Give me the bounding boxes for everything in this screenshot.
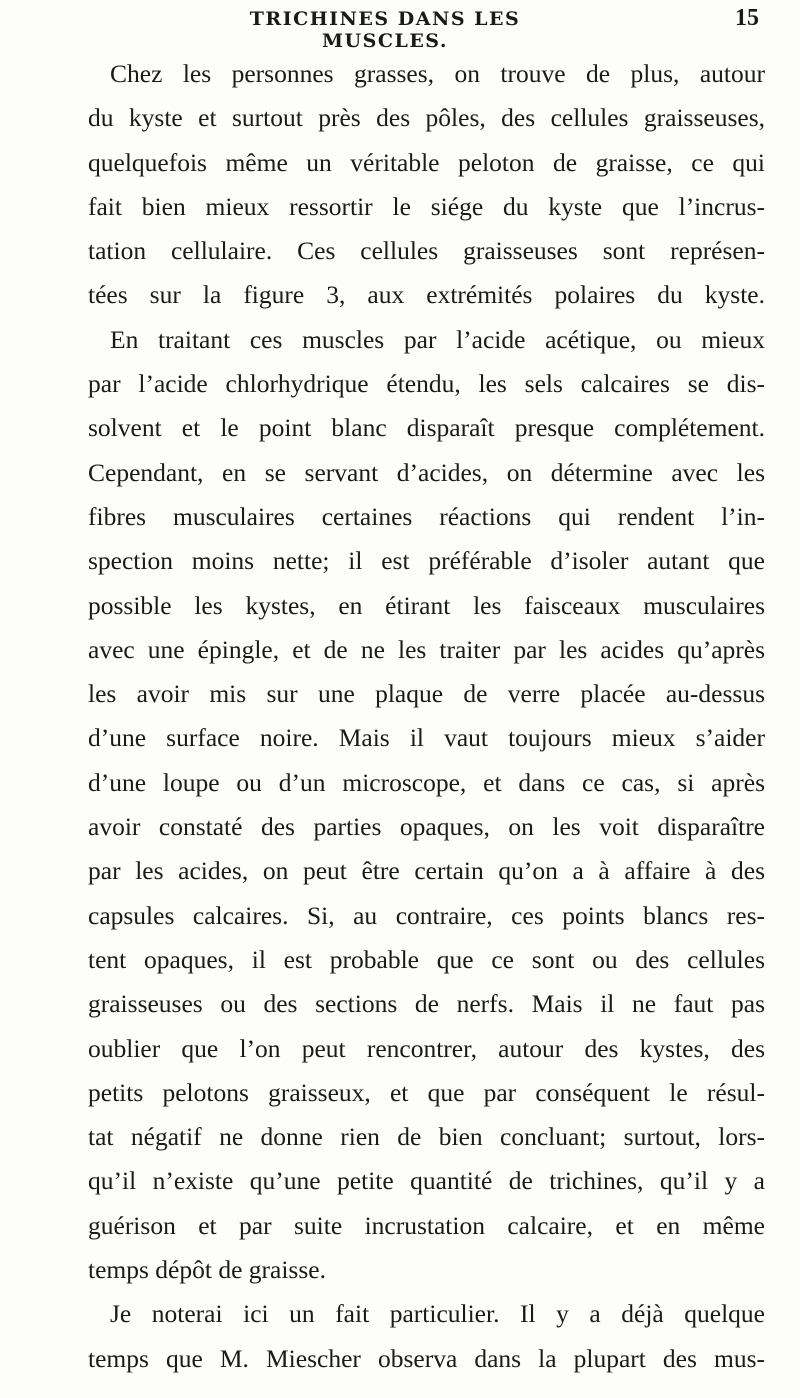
text-line — [88, 982, 765, 1026]
text-line — [88, 1027, 765, 1071]
text-line — [88, 938, 765, 982]
text-line-content: temps dépôt de graisse. — [88, 1255, 326, 1285]
text-line — [88, 451, 765, 495]
text-line — [88, 96, 765, 140]
body-text — [88, 52, 765, 1381]
page-header — [0, 5, 800, 52]
text-line-content: avec une épingle, et de ne les traiter par les acides qu’après — [88, 634, 765, 664]
text-line — [88, 716, 765, 760]
text-line — [88, 406, 765, 450]
text-line-content: tent opaques, il est probable que ce sont ou des cellules — [88, 944, 765, 974]
text-line-content: temps que M. Miescher observa dans la plupart des mus- — [88, 1343, 765, 1373]
text-line-content: par les acides, on peut être certain qu’on a à affaire à des — [88, 856, 765, 886]
text-line — [88, 185, 765, 229]
text-line-content: guérison et par suite incrustation calcaire, et en même — [88, 1210, 765, 1240]
text-line-content: fait bien mieux ressortir le siége du kyste que l’incrus- — [88, 191, 765, 221]
text-line — [88, 761, 765, 805]
text-line-content: d’une surface noire. Mais il vaut toujours mieux s’aider — [88, 723, 765, 753]
text-line — [88, 141, 765, 185]
text-line-content: capsules calcaires. Si, au contraire, ces points blancs res- — [88, 900, 765, 930]
text-line — [88, 1071, 765, 1115]
text-line-content: petits pelotons graisseux, et que par conséquent le résul- — [88, 1077, 765, 1107]
text-line-content: Cependant, en se servant d’acides, on détermine avec les — [88, 457, 765, 487]
running-title: TRICHINES DANS LES MUSCLES. — [249, 8, 521, 52]
text-line — [88, 1115, 765, 1159]
text-line-content: tation cellulaire. Ces cellules graisseuses sont représen- — [88, 236, 765, 266]
text-line — [88, 584, 765, 628]
text-line-content: du kyste et surtout près des pôles, des cellules graisseuses, — [88, 103, 765, 133]
text-line — [88, 1292, 765, 1336]
page-number: 15 — [735, 5, 759, 31]
text-line-content: tées sur la figure 3, aux extrémités polaires du kyste. — [88, 280, 765, 310]
text-line-content: graisseuses ou des sections de nerfs. Mais il ne faut pas — [88, 989, 765, 1019]
text-line — [88, 894, 765, 938]
text-line-content: solvent et le point blanc disparaît presque complétement. — [88, 413, 765, 443]
text-line-content: Je noterai ici un fait particulier. Il y a déjà quelque — [110, 1299, 765, 1329]
text-line-content: possible les kystes, en étirant les faisceaux musculaires — [88, 590, 765, 620]
text-line-content: avoir constaté des parties opaques, on les voit disparaître — [88, 812, 765, 842]
text-line-content: oublier que l’on peut rencontrer, autour des kystes, des — [88, 1033, 765, 1063]
text-line — [88, 362, 765, 406]
text-line-content: d’une loupe ou d’un microscope, et dans ce cas, si après — [88, 767, 765, 797]
text-line-content: spection moins nette; il est préférable d’isoler autant que — [88, 546, 765, 576]
text-line-content: par l’acide chlorhydrique étendu, les sels calcaires se dis- — [88, 369, 765, 399]
text-line — [88, 805, 765, 849]
text-line — [88, 672, 765, 716]
text-line — [88, 628, 765, 672]
text-line — [88, 495, 765, 539]
text-line — [88, 1159, 765, 1203]
text-line — [88, 1204, 765, 1248]
text-line — [88, 273, 765, 317]
text-line-content: fibres musculaires certaines réactions qui rendent l’in- — [88, 501, 765, 531]
text-line-content: qu’il n’existe qu’une petite quantité de trichines, qu’il y a — [88, 1166, 765, 1196]
text-line-content: tat négatif ne donne rien de bien concluant; surtout, lors- — [88, 1122, 765, 1152]
text-line — [88, 52, 765, 96]
text-line — [88, 539, 765, 583]
text-line-content: Chez les personnes grasses, on trouve de plus, autour — [110, 59, 765, 88]
text-line — [88, 1248, 765, 1292]
text-line — [88, 1337, 765, 1381]
text-line — [88, 318, 765, 362]
text-line-content: quelquefois même un véritable peloton de graisse, ce qui — [88, 147, 765, 177]
text-line — [88, 229, 765, 273]
text-line-content: En traitant ces muscles par l’acide acétique, ou mieux — [110, 324, 765, 354]
text-line — [88, 849, 765, 893]
text-line-content: les avoir mis sur une plaque de verre placée au-dessus — [88, 679, 765, 709]
